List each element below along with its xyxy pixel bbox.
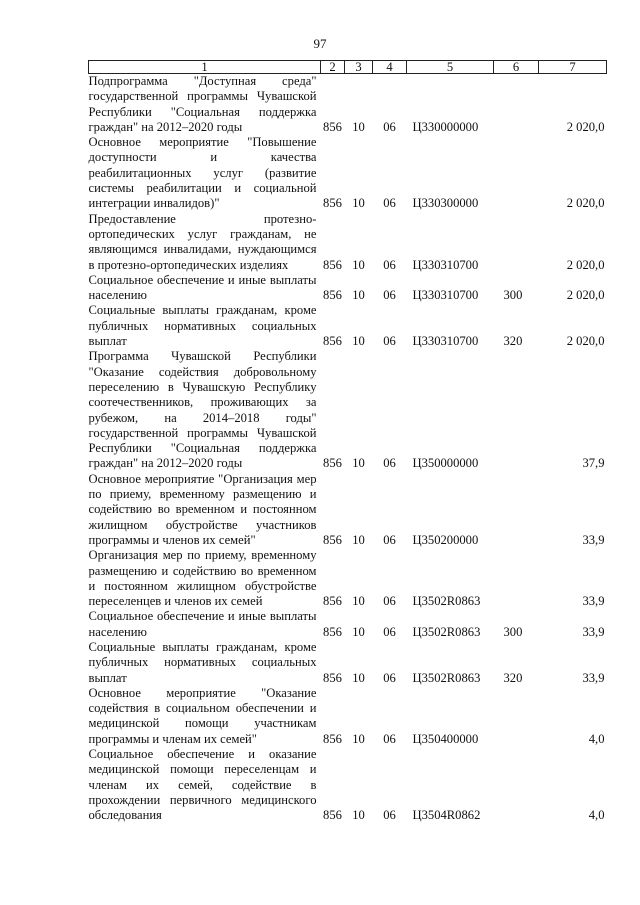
- row-csr: Ц330000000: [412, 119, 479, 134]
- row-name: Социальные выплаты гражданам, кроме публичных нормативных социальных выплат: [88, 303, 317, 349]
- table-row: [89, 548, 607, 609]
- row-pr: 06: [383, 196, 396, 211]
- row-vr: [494, 747, 539, 823]
- row-rz: 10: [352, 532, 365, 547]
- row-gr: 856: [323, 196, 342, 211]
- row-csr: Ц3502R0863: [412, 594, 481, 609]
- header-row: [89, 61, 607, 74]
- table-row: [89, 74, 607, 136]
- row-name: Подпрограмма "Доступная среда" государственной программы Чувашской Республики "Социальная поддержка граждан" на 2012–2020 годы: [88, 74, 317, 134]
- row-gr: 856: [323, 257, 342, 272]
- row-gr: 856: [323, 731, 342, 746]
- column-header-vr: 6: [494, 61, 539, 74]
- row-sum: 2 020,0: [566, 288, 605, 303]
- row-gr: 856: [323, 594, 342, 609]
- row-sum: 33,9: [582, 624, 605, 639]
- row-rz: 10: [352, 334, 365, 349]
- row-sum: 33,9: [582, 532, 605, 547]
- row-gr: 856: [323, 624, 342, 639]
- row-vr: 300: [503, 624, 523, 639]
- row-vr: 320: [503, 334, 523, 349]
- row-vr: [494, 548, 539, 609]
- row-rz: 10: [352, 731, 365, 746]
- row-name: Основное мероприятие "Повышение доступности и качества реабилитационных услуг (развитие системы реабилитации и социальной интеграции инвалидов)": [88, 135, 317, 211]
- column-header-sum: 7: [539, 61, 607, 74]
- row-sum: 2 020,0: [566, 196, 605, 211]
- row-pr: 06: [383, 624, 396, 639]
- row-vr: [494, 349, 539, 471]
- row-sum: 37,9: [582, 456, 605, 471]
- row-vr: [494, 74, 539, 136]
- row-pr: 06: [383, 731, 396, 746]
- row-csr: Ц330300000: [412, 196, 479, 211]
- table-row: [89, 135, 607, 211]
- row-gr: 856: [323, 808, 342, 823]
- budget-table: [88, 60, 607, 824]
- table-row: [89, 303, 607, 349]
- row-rz: 10: [352, 670, 365, 685]
- row-pr: 06: [383, 594, 396, 609]
- row-csr: Ц330310700: [412, 257, 479, 272]
- row-vr: [494, 686, 539, 747]
- row-sum: 2 020,0: [566, 257, 605, 272]
- table-header: [89, 61, 607, 74]
- table-row: [89, 640, 607, 686]
- row-csr: Ц3502R0863: [412, 670, 481, 685]
- row-rz: 10: [352, 288, 365, 303]
- row-gr: 856: [323, 532, 342, 547]
- row-sum: 4,0: [588, 808, 605, 823]
- row-gr: 856: [323, 334, 342, 349]
- table-row: [89, 273, 607, 304]
- row-rz: 10: [352, 257, 365, 272]
- row-vr: [494, 212, 539, 273]
- row-sum: 4,0: [588, 731, 605, 746]
- column-header-csr: 5: [407, 61, 494, 74]
- row-gr: 856: [323, 119, 342, 134]
- row-rz: 10: [352, 119, 365, 134]
- column-header-gr: 2: [321, 61, 345, 74]
- row-csr: Ц350400000: [412, 731, 479, 746]
- row-sum: 33,9: [582, 670, 605, 685]
- row-csr: Ц330310700: [412, 288, 479, 303]
- row-rz: 10: [352, 808, 365, 823]
- column-header-pr: 4: [373, 61, 407, 74]
- row-pr: 06: [383, 532, 396, 547]
- row-sum: 2 020,0: [566, 119, 605, 134]
- row-vr: 300: [503, 288, 523, 303]
- row-csr: Ц350200000: [412, 532, 479, 547]
- row-sum: 2 020,0: [566, 334, 605, 349]
- table-body: [89, 74, 607, 824]
- row-pr: 06: [383, 288, 396, 303]
- page-number: 97: [313, 36, 327, 51]
- row-name: Основное мероприятие "Оказание содействия в социальном обеспечении и медицинской помощи участникам программы и членам их семей": [88, 685, 317, 746]
- row-vr: [494, 472, 539, 548]
- row-pr: 06: [383, 119, 396, 134]
- row-rz: 10: [352, 624, 365, 639]
- row-name: Предоставление протезно-ортопедических услуг гражданам, не являющимся инвалидами, нуждающимся в протезно-ортопедических изделиях: [88, 211, 317, 272]
- row-name: Организация мер по приему, временному размещению и содействию во временном и постоянном жилищном обустройстве переселенцев и членов их семей: [88, 548, 317, 609]
- row-name: Социальное обеспечение и оказание медицинской помощи переселенцам и членам их семей, содействие в прохождении первичного медицинского обследования: [88, 747, 317, 823]
- row-vr: 320: [503, 670, 523, 685]
- row-name: Социальные выплаты гражданам, кроме публичных нормативных социальных выплат: [88, 639, 317, 685]
- row-csr: Ц3504R0862: [412, 808, 481, 823]
- row-vr: [494, 135, 539, 211]
- table-row: [89, 212, 607, 273]
- row-rz: 10: [352, 594, 365, 609]
- row-rz: 10: [352, 456, 365, 471]
- row-name: Социальное обеспечение и иные выплаты населению: [88, 272, 317, 303]
- row-pr: 06: [383, 808, 396, 823]
- row-gr: 856: [323, 456, 342, 471]
- row-pr: 06: [383, 456, 396, 471]
- table-row: [89, 472, 607, 548]
- table-row: [89, 609, 607, 640]
- row-csr: Ц350000000: [412, 456, 479, 471]
- column-header-name: 1: [89, 61, 321, 74]
- row-name: Социальное обеспечение и иные выплаты населению: [88, 609, 317, 639]
- row-gr: 856: [323, 288, 342, 303]
- column-header-rz: 3: [345, 61, 373, 74]
- row-csr: Ц330310700: [412, 334, 479, 349]
- row-pr: 06: [383, 334, 396, 349]
- row-sum: 33,9: [582, 594, 605, 609]
- row-pr: 06: [383, 670, 396, 685]
- table-row: [89, 349, 607, 471]
- row-name: Основное мероприятие "Организация мер по приему, временному размещению и содействию во временном и постоянном жилищном обустройстве участников программы и членов их семей": [88, 471, 317, 547]
- row-csr: Ц3502R0863: [412, 624, 481, 639]
- table-row: [89, 747, 607, 823]
- row-rz: 10: [352, 196, 365, 211]
- table-row: [89, 686, 607, 747]
- row-name: Программа Чувашской Республики "Оказание содействия добровольному переселению в Чувашскую Республику соотечественников, проживающих за рубежом, на 2014–2018 годы" государственной программы Чувашской Республики "Социальная поддержка граждан" на 2012–2020 годы: [88, 349, 317, 471]
- row-pr: 06: [383, 257, 396, 272]
- row-gr: 856: [323, 670, 342, 685]
